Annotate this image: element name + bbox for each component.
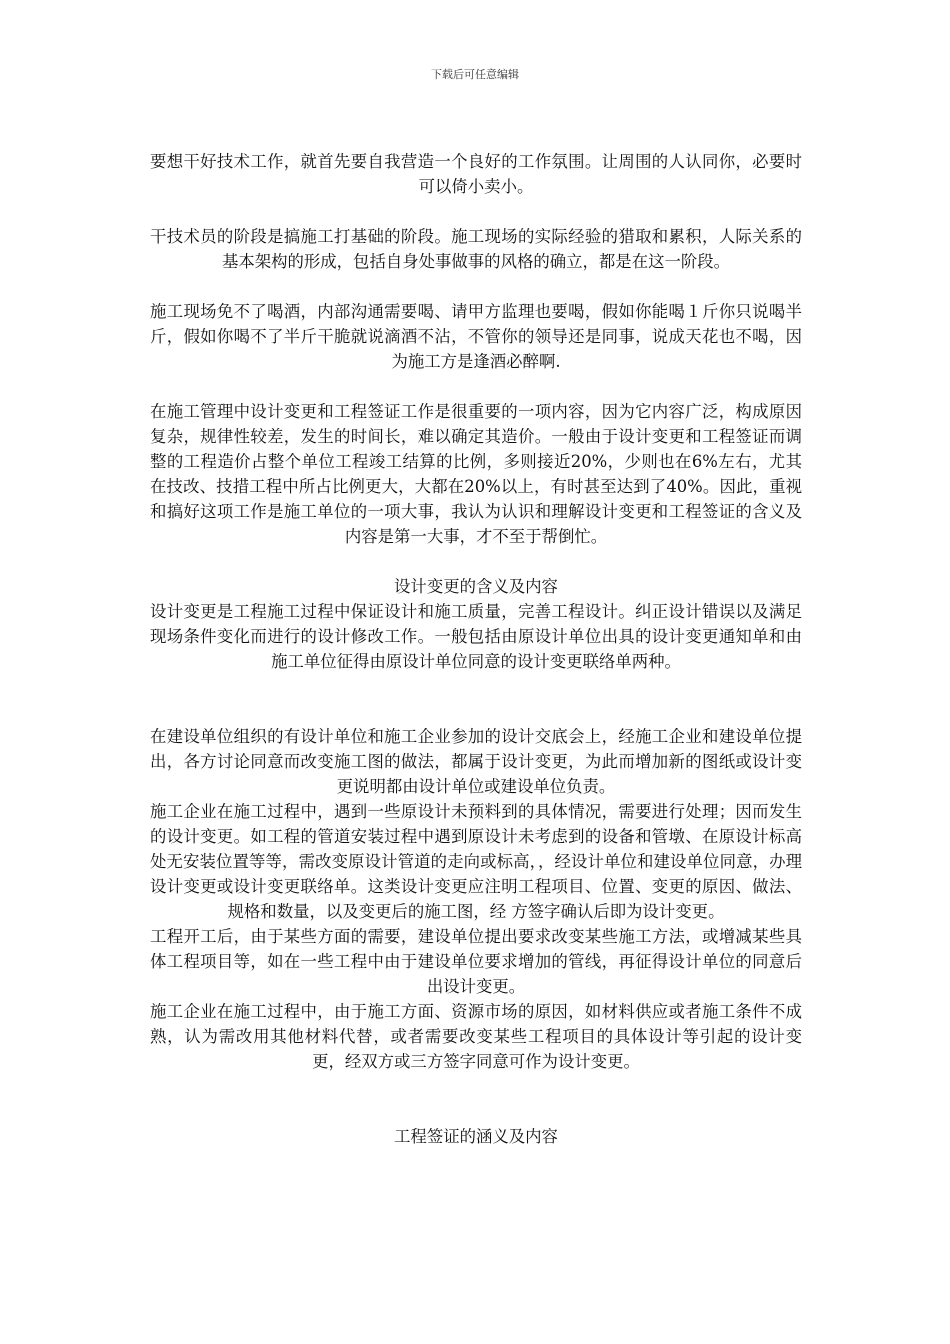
paragraph-design-briefing: 在建设单位组织的有设计单位和施工企业参加的设计交底会上，经施工企业和建设单位提出，各方讨论同意而改变施工图的做法，都属于设计变更，为此而增加新的图纸或设计变更说明都由设计单位或建设单位负责。 (150, 727, 802, 796)
paragraph-drinking: 施工现场免不了喝酒，内部沟通需要喝、请甲方监理也要喝，假如你能喝１斤你只说喝半斤，假如你喝不了半斤干脆就说滴酒不沾，不管你的领导还是同事，说成天花也不喝，因为施工方是逢酒必醉啊. (150, 302, 802, 371)
spacer (150, 674, 802, 724)
spacer (150, 274, 802, 299)
paragraph-material-change: 施工企业在施工过程中，由于施工方面、资源市场的原因，如材料供应或者施工条件不成熟，认为需改用其他材料代替，或者需要改变某些工程项目的具体设计等引起的设计变更，经双方或三方签字同意可作为设计变更。 (150, 1002, 802, 1071)
paragraph-construction-change: 施工企业在施工过程中，遇到一些原设计未预料到的具体情况，需要进行处理；因而发生的设计变更。如工程的管道安装过程中遇到原设计未考虑到的设备和管墩、在原设计标高处无安装位置等等，需改变原设计管道的走向或标高，，经设计单位和建设单位同意，办理设计变更或设计变更联络单。这类设计变更应注明工程项目、位置、变更的原因、做法、规格和数量，以及变更后的施工图，经 方签字确认后即为设计变更。 (150, 802, 802, 921)
spacer (150, 1074, 802, 1124)
spacer (150, 199, 802, 224)
page-header: 下载后可任意编辑 (431, 68, 519, 81)
paragraph-work-atmosphere: 要想干好技术工作，就首先要自我营造一个良好的工作氛围。让周围的人认同你，必要时可以倚小卖小。 (150, 152, 802, 196)
spacer (150, 549, 802, 574)
section-heading-design-change: 设计变更的含义及内容 (394, 577, 558, 596)
paragraph-design-change-intro: 在施工管理中设计变更和工程签证工作是很重要的一项内容，因为它内容广泛，构成原因复杂，规律性较差，发生的时间长，难以确定其造价。一般由于设计变更和工程签证而调整的工程造价占整个单位工程竣工结算的比例，多则接近20%，少则也在6%左右，尤其在技改、技措工程中所占比例更大，大都在20%以上，有时甚至达到了40%。因此，重视和搞好这项工作是施工单位的一项大事，我认为认识和理解设计变更和工程签证的含义及内容是第一大事，才不至于帮倒忙。 (150, 402, 802, 546)
section-heading-visa: 工程签证的涵义及内容 (394, 1127, 558, 1146)
paragraph-technician-stage: 干技术员的阶段是搞施工打基础的阶段。施工现场的实际经验的猎取和累积，人际关系的基本架构的形成，包括自身处事做事的风格的确立，都是在这一阶段。 (150, 227, 802, 271)
paragraph-owner-change: 工程开工后，由于某些方面的需要，建设单位提出要求改变某些施工方法，或增减某些具体工程项目等，如在一些工程中由于建设单位要求增加的管线，再征得设计单位的同意后出设计变更。 (150, 927, 802, 996)
paragraph-design-change-definition: 设计变更是工程施工过程中保证设计和施工质量，完善工程设计。纠正设计错误以及满足现场条件变化而进行的设计修改工作。一般包括由原设计单位出具的设计变更通知单和由施工单位征得由原设计单位同意的设计变更联络单两种。 (150, 602, 802, 671)
spacer (150, 374, 802, 399)
document-body (150, 149, 802, 1149)
